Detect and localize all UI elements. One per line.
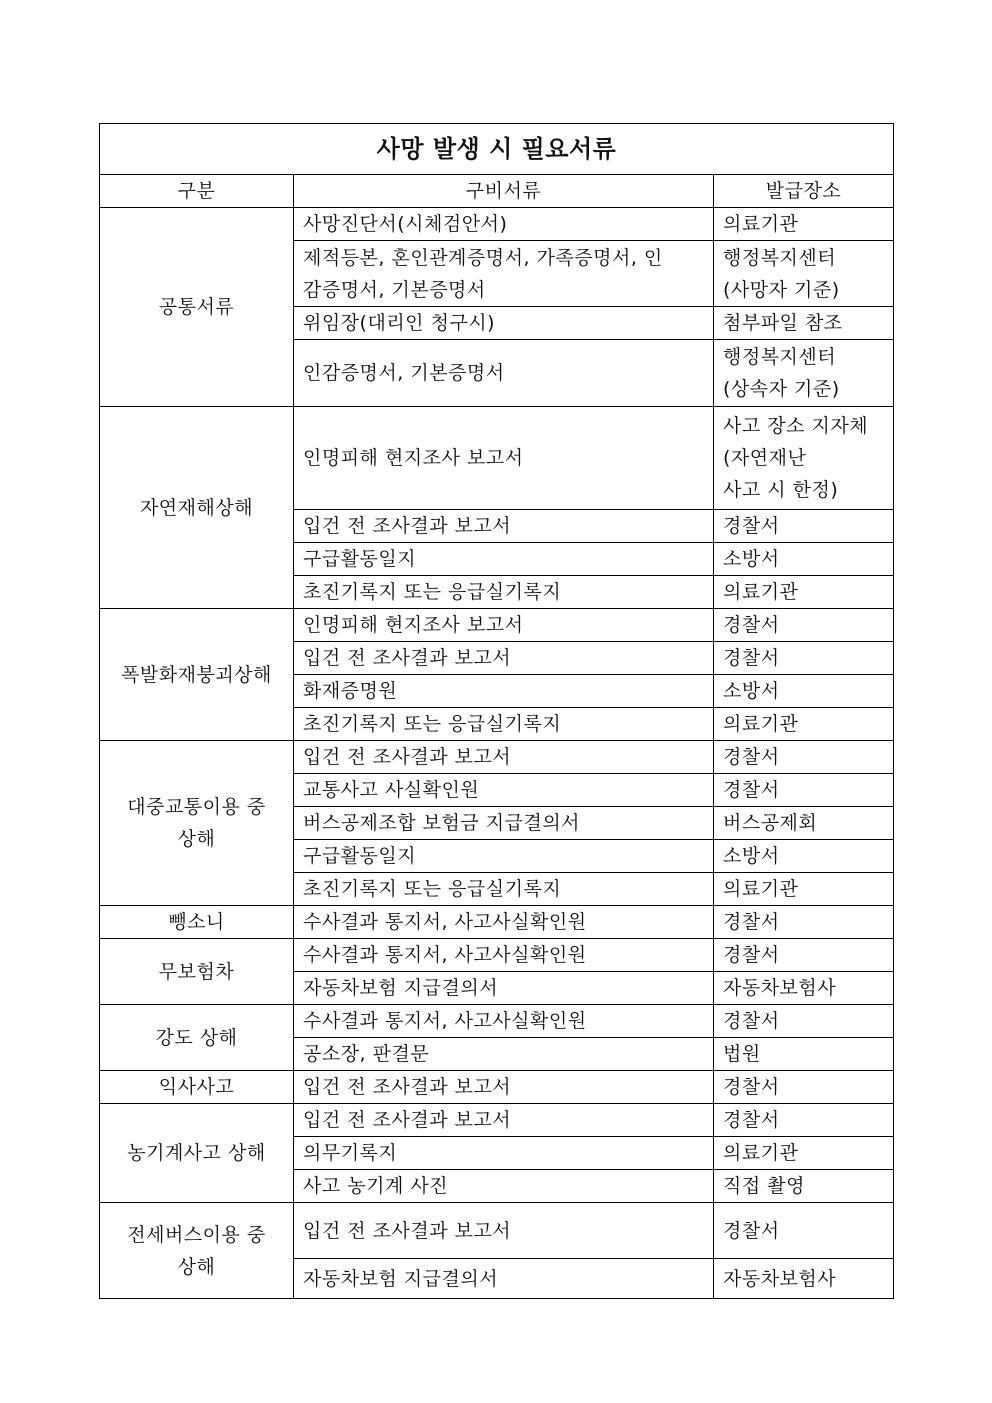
column-header-category: 구분 — [100, 175, 294, 208]
issuer-cell: 의료기관 — [714, 873, 894, 906]
document-cell: 자동차보험 지급결의서 — [294, 1259, 714, 1299]
document-cell: 초진기록지 또는 응급실기록지 — [294, 708, 714, 741]
document-cell: 버스공제조합 보험금 지급결의서 — [294, 807, 714, 840]
document-cell: 구급활동일지 — [294, 543, 714, 576]
document-cell: 자동차보험 지급결의서 — [294, 972, 714, 1005]
document-cell: 수사결과 통지서, 사고사실확인원 — [294, 939, 714, 972]
issuer-cell: 소방서 — [714, 543, 894, 576]
issuer-cell: 경찰서 — [714, 741, 894, 774]
issuer-cell: 행정복지센터 (상속자 기준) — [714, 340, 894, 407]
table-row — [100, 1104, 894, 1137]
issuer-cell: 경찰서 — [714, 1203, 894, 1259]
issuer-cell: 직접 촬영 — [714, 1170, 894, 1203]
issuer-cell: 의료기관 — [714, 576, 894, 609]
category-cell: 익사사고 — [100, 1071, 294, 1104]
page-title: 사망 발생 시 필요서류 — [100, 124, 894, 175]
document-cell: 입건 전 조사결과 보고서 — [294, 1104, 714, 1137]
issuer-cell: 경찰서 — [714, 774, 894, 807]
document-cell: 입건 전 조사결과 보고서 — [294, 741, 714, 774]
table-row — [100, 407, 894, 510]
category-cell: 무보험차 — [100, 939, 294, 1005]
document-cell: 인감증명서, 기본증명서 — [294, 340, 714, 407]
issuer-cell: 행정복지센터 (사망자 기준) — [714, 241, 894, 307]
category-cell: 뺑소니 — [100, 906, 294, 939]
document-cell: 입건 전 조사결과 보고서 — [294, 642, 714, 675]
issuer-cell: 의료기관 — [714, 708, 894, 741]
issuer-cell: 소방서 — [714, 840, 894, 873]
issuer-cell: 경찰서 — [714, 939, 894, 972]
issuer-cell: 경찰서 — [714, 642, 894, 675]
document-cell: 사고 농기계 사진 — [294, 1170, 714, 1203]
issuer-cell: 의료기관 — [714, 208, 894, 241]
table-body — [100, 208, 894, 1299]
column-header-documents: 구비서류 — [294, 175, 714, 208]
document-cell: 인명피해 현지조사 보고서 — [294, 609, 714, 642]
category-cell: 대중교통이용 중 상해 — [100, 741, 294, 906]
category-cell: 자연재해상해 — [100, 407, 294, 609]
document-cell: 화재증명원 — [294, 675, 714, 708]
document-cell: 수사결과 통지서, 사고사실확인원 — [294, 1005, 714, 1038]
column-header-issuer: 발급장소 — [714, 175, 894, 208]
title-row — [100, 124, 894, 175]
issuer-cell: 소방서 — [714, 675, 894, 708]
issuer-cell: 경찰서 — [714, 510, 894, 543]
issuer-cell: 경찰서 — [714, 906, 894, 939]
document-cell: 인명피해 현지조사 보고서 — [294, 407, 714, 510]
issuer-cell: 경찰서 — [714, 609, 894, 642]
document-cell: 공소장, 판결문 — [294, 1038, 714, 1071]
issuer-cell: 자동차보험사 — [714, 972, 894, 1005]
issuer-cell: 의료기관 — [714, 1137, 894, 1170]
issuer-cell: 첨부파일 참조 — [714, 307, 894, 340]
required-documents-table — [99, 123, 894, 1299]
document-cell: 입건 전 조사결과 보고서 — [294, 1071, 714, 1104]
issuer-cell: 경찰서 — [714, 1071, 894, 1104]
table-row — [100, 741, 894, 774]
category-cell: 공통서류 — [100, 208, 294, 407]
issuer-cell: 자동차보험사 — [714, 1259, 894, 1299]
document-cell: 의무기록지 — [294, 1137, 714, 1170]
category-cell: 전세버스이용 중 상해 — [100, 1203, 294, 1299]
table-row — [100, 208, 894, 241]
document-cell: 위임장(대리인 청구시) — [294, 307, 714, 340]
issuer-cell: 사고 장소 지자체 (자연재난 사고 시 한정) — [714, 407, 894, 510]
document-cell: 초진기록지 또는 응급실기록지 — [294, 576, 714, 609]
document-cell: 입건 전 조사결과 보고서 — [294, 510, 714, 543]
issuer-cell: 경찰서 — [714, 1104, 894, 1137]
document-cell: 교통사고 사실확인원 — [294, 774, 714, 807]
document-cell: 입건 전 조사결과 보고서 — [294, 1203, 714, 1259]
table-row — [100, 1005, 894, 1038]
document-cell: 제적등본, 혼인관계증명서, 가족증명서, 인 감증명서, 기본증명서 — [294, 241, 714, 307]
table-row — [100, 906, 894, 939]
document-cell: 초진기록지 또는 응급실기록지 — [294, 873, 714, 906]
issuer-cell: 버스공제회 — [714, 807, 894, 840]
table-row — [100, 939, 894, 972]
header-row — [100, 175, 894, 208]
issuer-cell: 법원 — [714, 1038, 894, 1071]
document-cell: 사망진단서(시체검안서) — [294, 208, 714, 241]
category-cell: 강도 상해 — [100, 1005, 294, 1071]
table-row — [100, 1071, 894, 1104]
table-row — [100, 609, 894, 642]
category-cell: 농기계사고 상해 — [100, 1104, 294, 1203]
issuer-cell: 경찰서 — [714, 1005, 894, 1038]
table-row — [100, 1203, 894, 1259]
document-cell: 구급활동일지 — [294, 840, 714, 873]
category-cell: 폭발화재붕괴상해 — [100, 609, 294, 741]
document-cell: 수사결과 통지서, 사고사실확인원 — [294, 906, 714, 939]
